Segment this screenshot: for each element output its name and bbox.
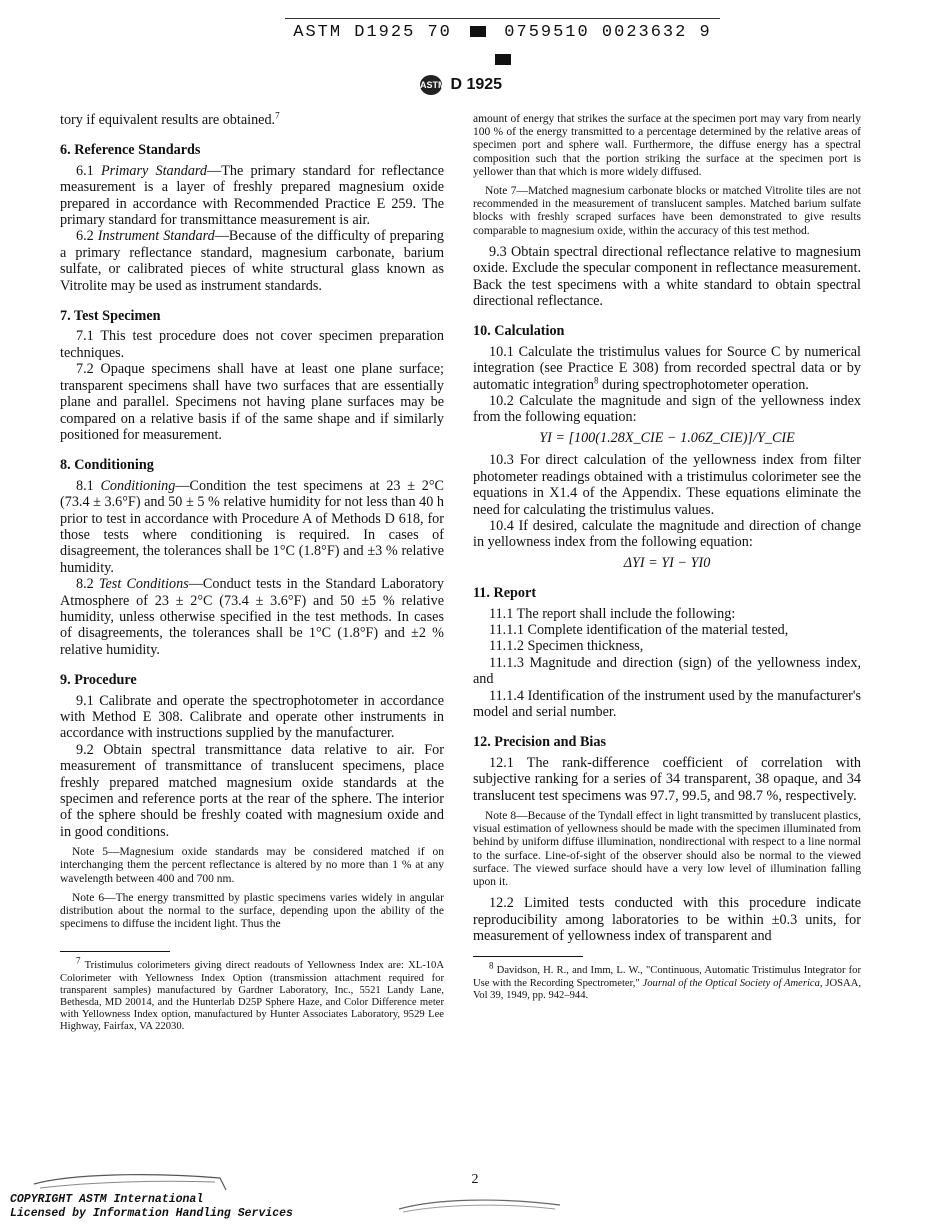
paragraph-11-1-4: 11.1.4 Identification of the instrument used by the manufacturer's model and serial number. bbox=[473, 687, 861, 720]
header-code-bar bbox=[285, 18, 720, 47]
copyright-notice bbox=[10, 1193, 293, 1221]
black-block-mark bbox=[470, 26, 486, 37]
paragraph-11-1: 11.1 The report shall include the following: bbox=[489, 605, 736, 622]
designation-heading bbox=[420, 73, 620, 97]
footnote-divider bbox=[60, 951, 170, 952]
black-block-mark bbox=[495, 54, 511, 65]
section-title-9: 9. Procedure bbox=[60, 672, 137, 689]
section-title-11: 11. Report bbox=[473, 585, 537, 602]
paragraph-8-2: 8.2 Test Conditions—Conduct tests in the Standard Laboratory Atmosphere of 23 ± 2°C (73.4 ± 3.6°F) and 50 ±5 % relative humidity, unless otherwise specified in the test methods. In cases of disagreements, the tolerances shall be 1°C (1.8°F) and ±2 % relative humidity. bbox=[60, 576, 444, 658]
paragraph-6-2: 6.2 Instrument Standard—Because of the difficulty of preparing a primary reflectance standard, magnesium carbonate, barium sulfate, or calibrated pieces of white structural glass known as Vitrolite may be used as instrument standards. bbox=[60, 228, 444, 294]
paragraph-7-2: 7.2 Opaque specimens shall have at least one plane surface; transparent specimens shall have two surfaces that are essentially plane and parallel. Specimens not having plane surfaces may be compared on a relative basis if of the same shape and if similarly positioned for measurement. bbox=[60, 361, 444, 443]
paragraph-11-1-1: 11.1.1 Complete identification of the material tested, bbox=[489, 621, 789, 638]
paragraph-11-1-3: 11.1.3 Magnitude and direction (sign) of the yellowness index, and bbox=[473, 654, 861, 688]
section-title-8: 8. Conditioning bbox=[60, 457, 154, 474]
page-number: 2 bbox=[471, 1172, 479, 1187]
paragraph-8-1: 8.1 Conditioning—Condition the test specimens at 23 ± 2°C (73.4 ± 3.6°F) and 50 ± 5 % relative humidity for not less than 40 h prior to test in accordance with Procedure A of Methods D 618, for those tests where conditioning is required. In cases of disagreement, the tolerances shall be 1°C (1.8°F) and ±3 % relative humidity. bbox=[60, 477, 444, 576]
paragraph-11-1-2: 11.1.2 Specimen thickness, bbox=[489, 638, 644, 655]
paragraph-9-1: 9.1 Calibrate and operate the spectrophotometer in accordance with Method E 308. Calibrate and operate other instruments in accordance with instructions supplied by the manufacturer. bbox=[60, 692, 444, 742]
paragraph-10-3: 10.3 For direct calculation of the yellowness index from filter photometer readings obtained with a tristimulus colorimeter see the equations in X1.4 of the Appendix. These equations eliminate the need for calculating the tristimulus values. bbox=[473, 452, 861, 518]
scan-mark-scribble bbox=[395, 1195, 565, 1215]
footnote-8: $^8$ Davidson, H. R., and Imm, L. W., "Continuous, Automatic Tristimulus Integrator for Use with the Recording Spectrometer," Journal of the Optical Society of America, JOSAA, Vol 39, 1949, pp. 942–944. bbox=[473, 960, 861, 1001]
note-6-continued: amount of energy that strikes the surface at the specimen port may vary from nearly 100 % of the energy transmitted to a percentage determined by the relative areas of specimen port and sphere wall. Furthermore, the diffuse energy has a spectral composition such that the portion striking the surface at the specimen port is yellower than that which is more widely diffused. bbox=[473, 113, 861, 178]
right-column bbox=[473, 113, 861, 1002]
paragraph-10-4: 10.4 If desired, calculate the magnitude and direction of change in yellowness index from the following equation: bbox=[473, 517, 861, 551]
section-title-6: 6. Reference Standards bbox=[60, 142, 201, 159]
note-6: Note 6—The energy transmitted by plastic specimens varies widely in angular distribution about the normal to the surface, depending upon the ability of the specimens to diffuse the incident light. Thus the bbox=[60, 891, 444, 931]
left-column bbox=[60, 112, 444, 1034]
designation-number: D 1925 bbox=[450, 76, 503, 93]
section-title-7: 7. Test Specimen bbox=[60, 308, 161, 325]
paragraph-10-1: 10.1 Calculate the tristimulus values for Source C by numerical integration (see Practice E 308) from recorded spectral data or by automatic integration$^8$ during spectrophotometer operation. bbox=[473, 343, 861, 393]
paragraph-12-1: 12.1 The rank-difference coefficient of correlation with subjective ranking for a series of 34 transparent, 38 opaque, and 34 translucent test specimens was 97.7, 99.5, and 98.7 %, respectively. bbox=[473, 754, 861, 804]
astm-code: ASTM D1925 70 bbox=[293, 23, 452, 42]
paragraph: tory if equivalent results are obtained.$^7$ bbox=[60, 110, 280, 128]
equation-yellowness-index: YI = [100(1.28X_CIE − 1.06Z_CIE)]/Y_CIE bbox=[539, 429, 795, 446]
note-5: Note 5—Magnesium oxide standards may be considered matched if on interchanging them the percent reflectance is altered by no more than 1 % at any wavelength between 400 and 700 nm. bbox=[60, 846, 444, 885]
paragraph-6-1: 6.1 Primary Standard—The primary standard for reflectance measurement is a layer of freshly prepared magnesium oxide prepared in accordance with Recommended Practice E 259. The primary standard for transmittance measurement is air. bbox=[60, 162, 444, 229]
paragraph-9-2: 9.2 Obtain spectral transmittance data relative to air. For measurement of transmittance of translucent specimens, place freshly prepared matched magnesium oxide standards at the specimen and reference ports at the rear of the sphere. The interior of the sphere should be freshly coated with magnesium oxide and in good conditions. bbox=[60, 741, 444, 840]
note-7: Note 7—Matched magnesium carbonate blocks or matched Vitrolite tiles are not recommended in the measurement of translucent samples. Matched barium sulfate blocks with freshly scraped surfaces have been demonstrated to give results comparable to magnesium oxide, within the accuracy of this test method. bbox=[473, 185, 861, 237]
astm-logo-icon: ASTM bbox=[420, 75, 442, 95]
copyright-line: COPYRIGHT ASTM International bbox=[10, 1193, 204, 1206]
note-8: Note 8—Because of the Tyndall effect in light transmitted by translucent plastics, visual estimation of yellowness should be made with the specimen illuminated from behind by uniform diffuse illumination, nondirectional with respect to a line normal to the surface. Line-of-sight of the observer should also be normal to the viewed surface. The viewed surface should have a very low level of illumination falling upon it. bbox=[473, 810, 861, 889]
serial-code: 0759510 0023632 9 bbox=[504, 23, 712, 42]
footnote-7: $^7$ Tristimulus colorimeters giving direct readouts of Yellowness Index are: XL-10A Colorimeter with Yellowness Index Option (transmission attachment required for transparent samples) manufactured by Gardner Laboratory, Inc., 5521 Landy Lane, Bethesda, MD 20014, and the Hunterlab D25P Sphere Haze, and Color Difference meter with Yellowness Index option, manufactured by Hunter Associates Laboratory, 9529 Lee Highway, Fairfax, VA 22030. bbox=[60, 955, 444, 1033]
equation-delta-yellowness: ΔYI = YI − YI0 bbox=[623, 554, 711, 571]
paragraph-7-1: 7.1 This test procedure does not cover specimen preparation techniques. bbox=[60, 328, 444, 361]
footnote-divider bbox=[473, 956, 583, 957]
section-title-12: 12. Precision and Bias bbox=[473, 734, 606, 751]
section-title-10: 10. Calculation bbox=[473, 323, 565, 340]
paragraph-10-2: 10.2 Calculate the magnitude and sign of the yellowness index from the following equation: bbox=[473, 393, 861, 426]
paragraph-9-3: 9.3 Obtain spectral directional reflectance relative to magnesium oxide. Exclude the specular component in reflectance measurement. Back the test specimens with a white standard to obtain spectral directional reflectance. bbox=[473, 243, 861, 310]
paragraph-12-2: 12.2 Limited tests conducted with this procedure indicate reproducibility among laboratories to be within ±0.3 units, for measurement of yellowness index of transparent and bbox=[473, 895, 861, 945]
license-line: Licensed by Information Handling Services bbox=[10, 1207, 293, 1220]
